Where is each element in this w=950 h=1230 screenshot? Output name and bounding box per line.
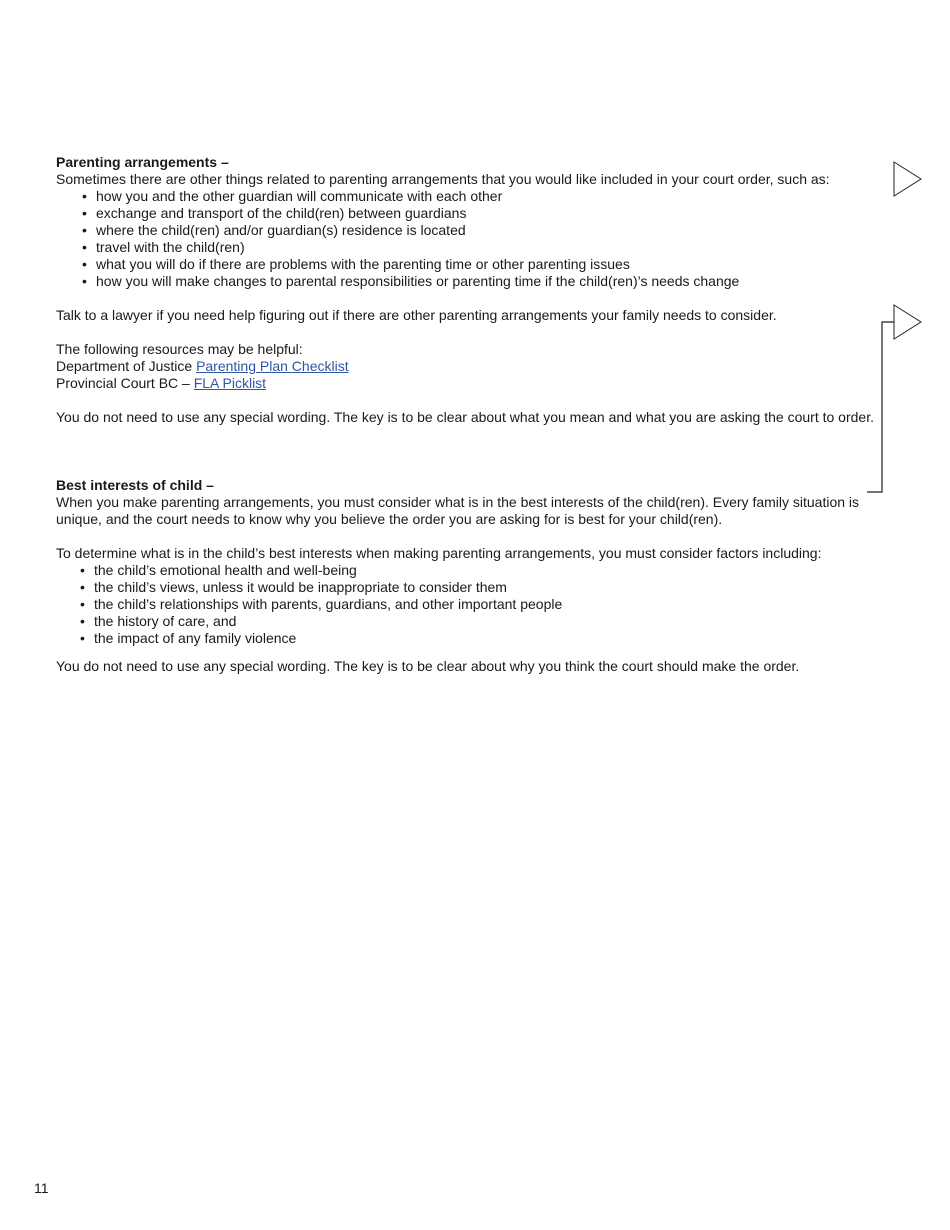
resource-doj-prefix: Department of Justice	[56, 358, 197, 374]
lawyer-note: Talk to a lawyer if you need help figuring out if there are other parenting arrangements your family needs to consider.	[56, 307, 777, 323]
list-item: • the child’s views, unless it would be inappropriate to consider them	[80, 579, 876, 596]
page-number: 11	[34, 1180, 49, 1196]
list-item: • how you will make changes to parental responsibilities or parenting time if the child(ren)’s needs change	[82, 273, 876, 290]
parenting-intro: Sometimes there are other things related to parenting arrangements that you would like included in your court order, such as:	[56, 171, 830, 187]
best-interests-intro: When you make parenting arrangements, you must consider what is in the best interests of the child(ren). Every family situation is unique, and the court needs to know why you believe the order you are asking for is best for your child(ren).	[56, 494, 860, 527]
resources-intro: The following resources may be helpful:	[56, 341, 303, 357]
list-item: • where the child(ren) and/or guardian(s) residence is located	[82, 222, 876, 239]
parenting-arrangements-heading: Parenting arrangements –	[56, 154, 229, 170]
factors-bullet-list	[56, 562, 876, 647]
parenting-plan-checklist-link[interactable]: Parenting Plan Checklist	[196, 358, 349, 374]
best-interests-heading: Best interests of child –	[56, 477, 214, 493]
best-interests-wording-note: You do not need to use any special wording. The key is to be clear about why you think the court should make the order.	[56, 658, 800, 674]
resource-pc-prefix: Provincial Court BC –	[56, 375, 194, 391]
fla-picklist-link[interactable]: FLA Picklist	[193, 375, 267, 391]
list-item: • exchange and transport of the child(ren) between guardians	[82, 205, 876, 222]
resource-doj	[56, 358, 876, 375]
list-item: • what you will do if there are problems with the parenting time or other parenting issues	[82, 256, 876, 273]
list-item: • how you and the other guardian will communicate with each other	[82, 188, 876, 205]
list-item: • the child’s emotional health and well-being	[80, 562, 876, 579]
parenting-bullet-list	[56, 188, 876, 290]
parenting-wording-note: You do not need to use any special wording. The key is to be clear about what you mean and what you are asking the court to order.	[56, 409, 874, 425]
arrow-marker-icon	[893, 161, 923, 197]
list-item: • the history of care, and	[80, 613, 876, 630]
resource-provincial-court	[56, 375, 876, 392]
factors-intro: To determine what is in the child’s best interests when making parenting arrangements, you must consider factors including:	[56, 545, 822, 561]
list-item: • the child’s relationships with parents, guardians, and other important people	[80, 596, 876, 613]
list-item: • the impact of any family violence	[80, 630, 876, 647]
list-item: • travel with the child(ren)	[82, 239, 876, 256]
bracket-connector	[864, 320, 896, 495]
page-content	[56, 154, 876, 675]
arrow-marker-icon	[893, 304, 923, 340]
